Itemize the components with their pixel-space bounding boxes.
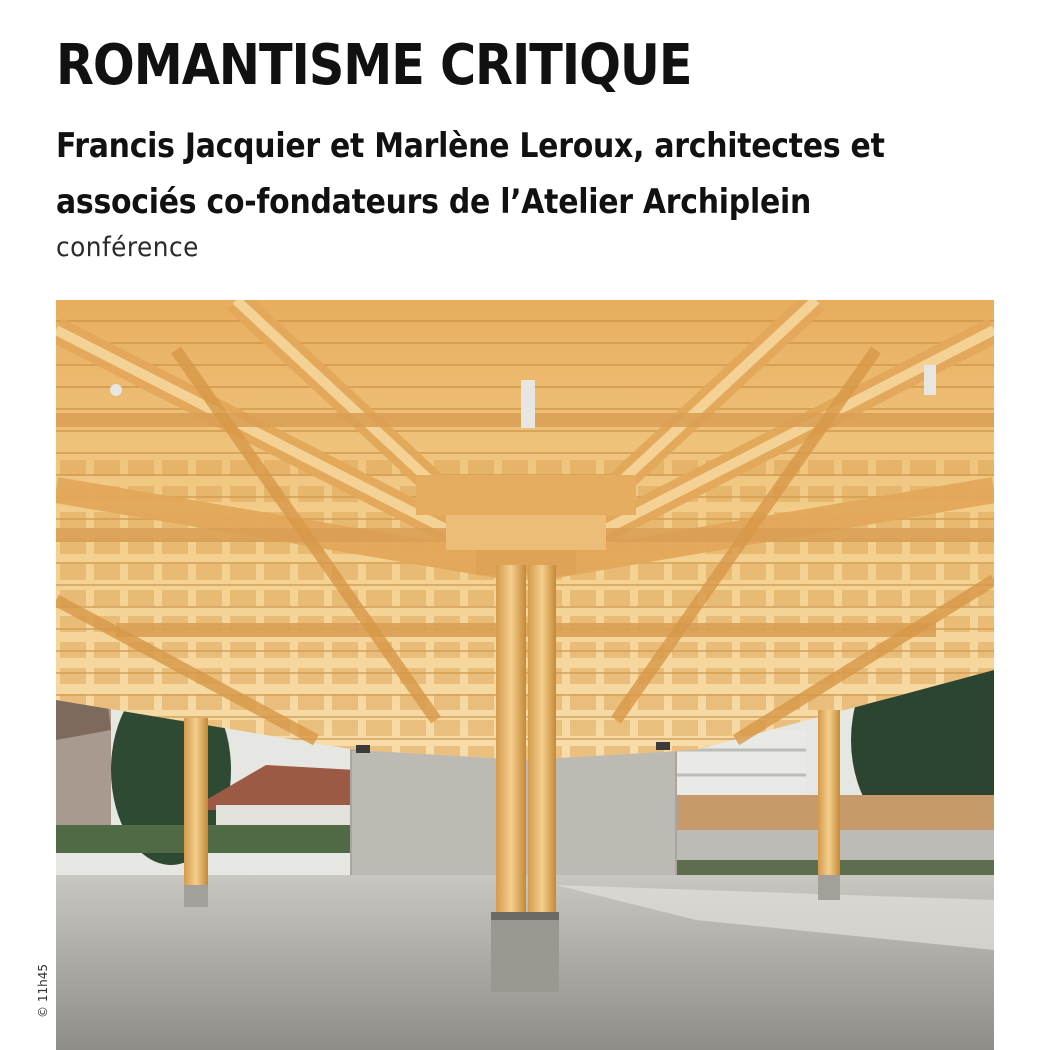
timber-canopy-photo <box>56 300 994 1050</box>
event-speakers: Francis Jacquier et Marlène Leroux, architectes et associés co-fondateurs de l’Atelier Archiplein <box>56 126 885 222</box>
photo-illustration <box>56 300 994 1050</box>
event-title: ROMANTISME CRITIQUE <box>56 33 692 98</box>
event-type: conférence <box>56 232 199 263</box>
photo-credit: © 11h45 <box>36 964 50 1018</box>
